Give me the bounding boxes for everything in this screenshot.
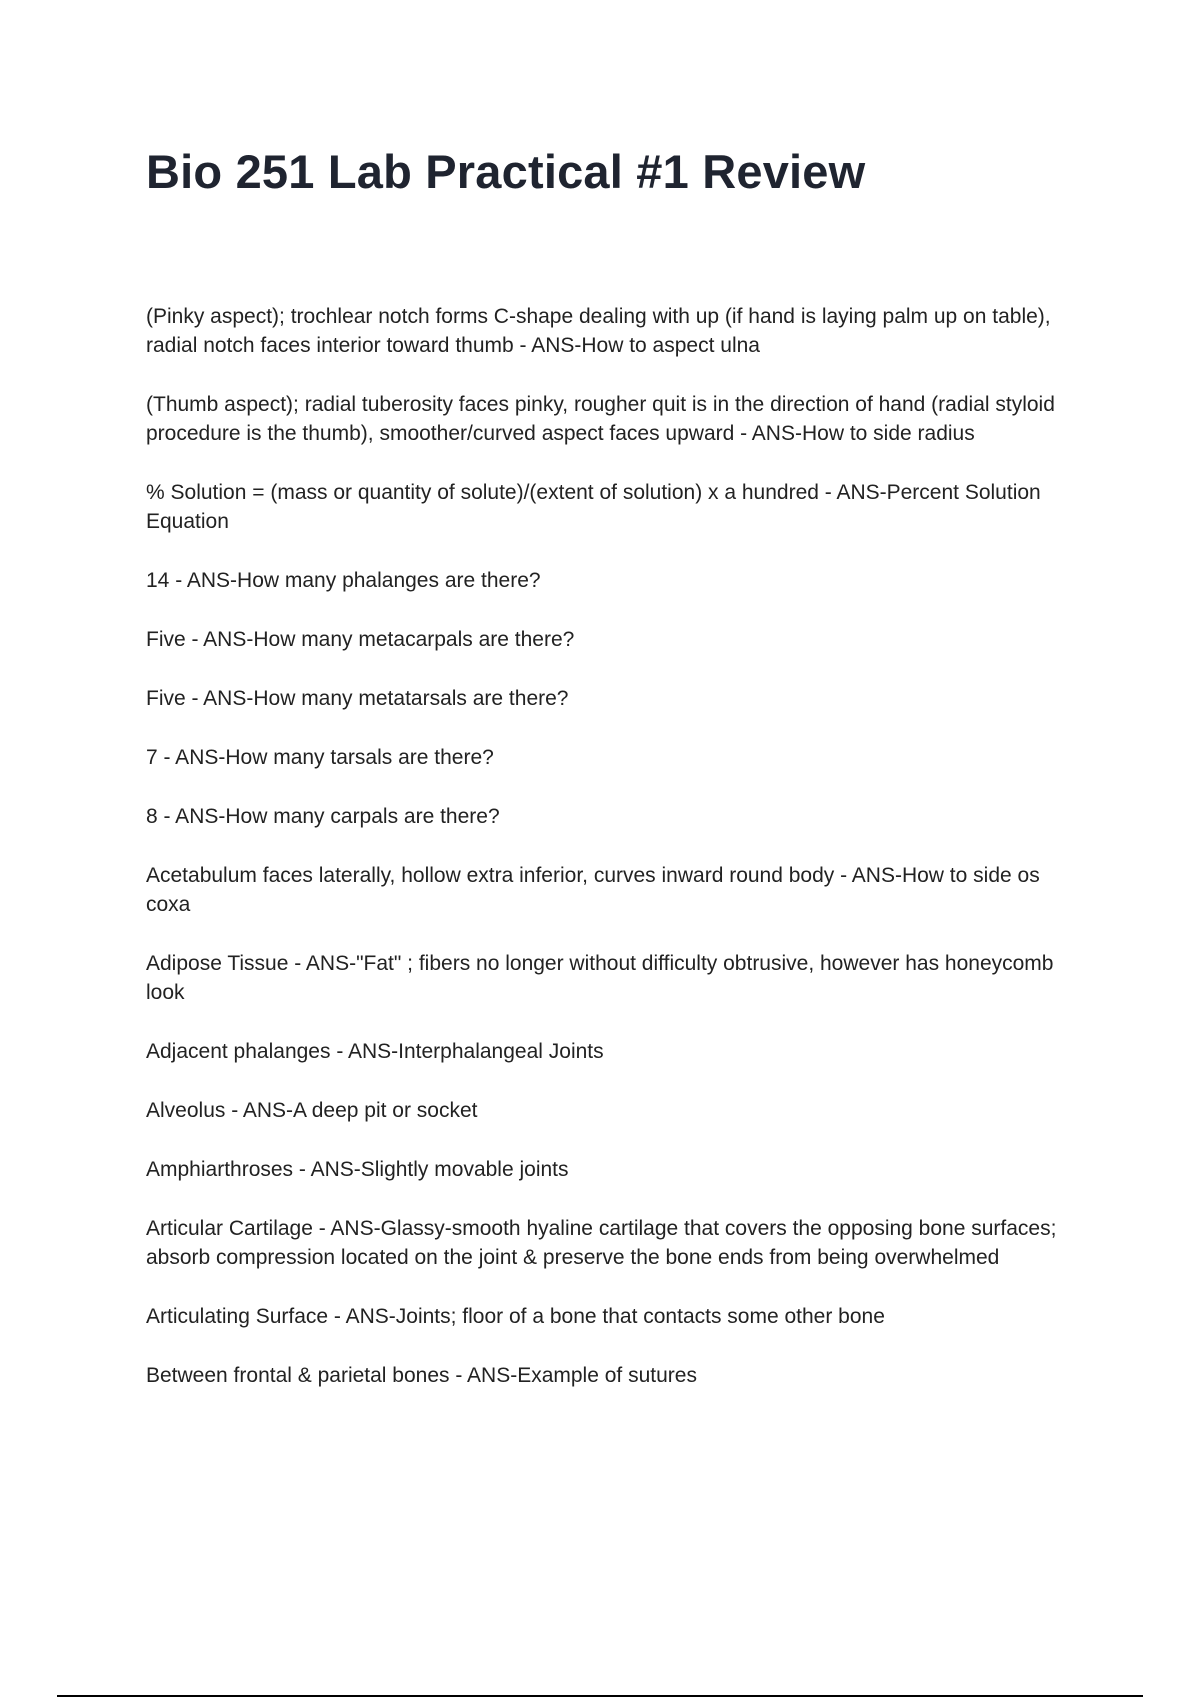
qa-entry: Adipose Tissue - ANS-"Fat" ; fibers no longer without difficulty obtrusive, however has honeycomb look [146,952,1054,1004]
qa-entry: Articular Cartilage - ANS-Glassy-smooth hyaline cartilage that covers the opposing bone surfaces; absorb compression located on the joint & preserve the bone ends from being overwhelmed [146,1217,1057,1269]
qa-entry: 8 - ANS-How many carpals are there? [146,805,500,828]
qa-entry: Articulating Surface - ANS-Joints; floor of a bone that contacts some other bone [146,1305,885,1328]
qa-entry: % Solution = (mass or quantity of solute)/(extent of solution) x a hundred - ANS-Percent Solution Equation [146,481,1041,533]
qa-entry: Amphiarthroses - ANS-Slightly movable joints [146,1158,569,1181]
qa-entry: Five - ANS-How many metatarsals are there? [146,687,569,710]
qa-entry-list [146,302,1081,1420]
qa-entry: Acetabulum faces laterally, hollow extra inferior, curves inward round body - ANS-How to side os coxa [146,864,1040,916]
page-title: Bio 251 Lab Practical #1 Review [146,145,866,198]
qa-entry: (Thumb aspect); radial tuberosity faces pinky, rougher quit is in the direction of hand (radial styloid procedure is the thumb), smoother/curved aspect faces upward - ANS-How to side radius [146,393,1055,445]
qa-entry: 14 - ANS-How many phalanges are there? [146,569,541,592]
qa-entry: 7 - ANS-How many tarsals are there? [146,746,494,769]
qa-entry: Five - ANS-How many metacarpals are there? [146,628,575,651]
qa-entry: Adjacent phalanges - ANS-Interphalangeal Joints [146,1040,604,1063]
qa-entry: (Pinky aspect); trochlear notch forms C-shape dealing with up (if hand is laying palm up on table), radial notch faces interior toward thumb - ANS-How to aspect ulna [146,305,1051,357]
qa-entry: Between frontal & parietal bones - ANS-Example of sutures [146,1364,697,1387]
qa-entry: Alveolus - ANS-A deep pit or socket [146,1099,478,1122]
footer-divider [57,1695,1143,1697]
